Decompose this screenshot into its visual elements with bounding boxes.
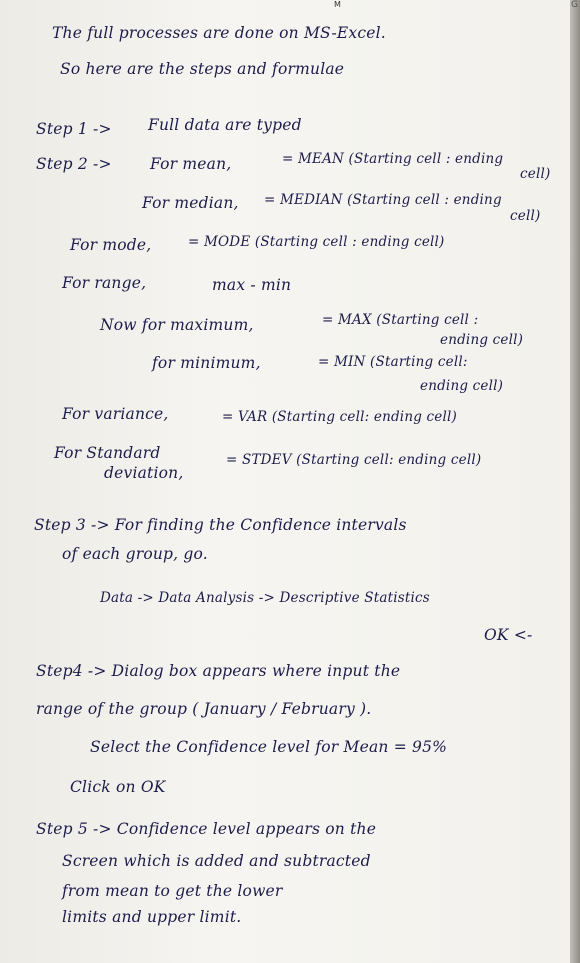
- step5-line-2: Screen which is added and subtracted: [62, 852, 371, 870]
- step1-text: Full data are typed: [148, 116, 302, 134]
- step3-path: Data -> Data Analysis -> Descriptive Statistics: [100, 590, 430, 606]
- step4-line-3: Select the Confidence level for Mean = 95%: [90, 738, 448, 756]
- mode-formula: = MODE (Starting cell : ending cell): [188, 234, 445, 250]
- mean-formula: = MEAN (Starting cell : ending: [282, 151, 504, 167]
- range-formula: max - min: [212, 276, 292, 294]
- max-formula-cont: ending cell): [440, 332, 524, 348]
- step3-line-2: of each group, go.: [62, 545, 208, 563]
- min-label: for minimum,: [152, 354, 261, 372]
- page-edge: [572, 0, 580, 963]
- median-formula-cont: cell): [510, 208, 541, 224]
- std-label-2: deviation,: [104, 464, 184, 482]
- intro-line-2: So here are the steps and formulae: [60, 60, 345, 78]
- step5-line-3: from mean to get the lower: [62, 882, 283, 900]
- top-mark: M: [334, 0, 341, 9]
- std-formula: = STDEV (Starting cell: ending cell): [226, 452, 482, 468]
- step3-ok: OK <-: [484, 626, 533, 644]
- step3-line-1: Step 3 -> For finding the Confidence intervals: [34, 516, 407, 534]
- corner-mark: G: [571, 0, 578, 10]
- median-label: For median,: [142, 194, 239, 212]
- min-formula-cont: ending cell): [420, 378, 504, 394]
- mean-formula-cont: cell): [520, 166, 551, 182]
- step2-label: Step 2 ->: [36, 155, 112, 173]
- step5-line-1: Step 5 -> Confidence level appears on the: [36, 820, 377, 838]
- step4-line-1: Step4 -> Dialog box appears where input the: [36, 662, 401, 680]
- max-formula: = MAX (Starting cell :: [322, 312, 479, 328]
- step5-line-4: limits and upper limit.: [62, 908, 242, 926]
- mean-label: For mean,: [150, 155, 232, 173]
- step4-line-4: Click on OK: [70, 778, 166, 796]
- max-label: Now for maximum,: [100, 316, 254, 334]
- intro-line-1: The full processes are done on MS-Excel.: [52, 24, 386, 42]
- step1-label: Step 1 ->: [36, 120, 112, 138]
- variance-label: For variance,: [62, 405, 169, 423]
- std-label-1: For Standard: [54, 444, 161, 462]
- range-label: For range,: [62, 274, 147, 292]
- variance-formula: = VAR (Starting cell: ending cell): [222, 409, 458, 425]
- step4-line-2: range of the group ( January / February ).: [36, 700, 372, 718]
- median-formula: = MEDIAN (Starting cell : ending: [264, 192, 502, 208]
- min-formula: = MIN (Starting cell:: [318, 354, 468, 370]
- mode-label: For mode,: [70, 236, 152, 254]
